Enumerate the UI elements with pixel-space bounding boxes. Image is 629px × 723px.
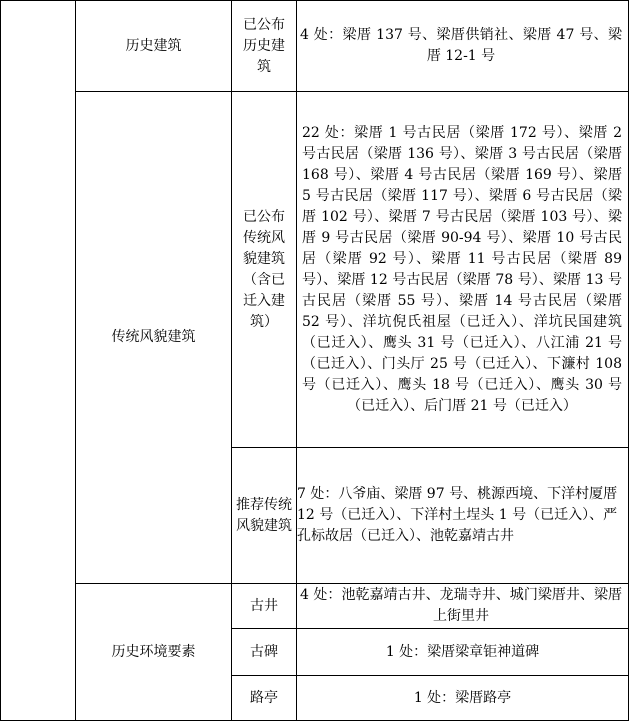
detail-recommended-traditional: 7 处：八爷庙、梁厝 97 号、桃源西境、下洋村厦厝 12 号（已迁入）、下洋村土埕头 1 号（已迁入）、严孔标故居（已迁入）、池乾嘉靖古井 xyxy=(297,486,618,544)
category-traditional-buildings: 传统风貌建筑 xyxy=(111,329,196,345)
detail-road-pavilions: 1 处：梁厝路亭 xyxy=(413,689,512,706)
detail-published-traditional: 22 处：梁厝 1 号古民居（梁厝 172 号）、梁厝 2 号古民居（梁厝 136 号）、梁厝 3 号古民居（梁厝 168 号）、梁厝 4 号古民居（梁厝 169 号）、梁厝 5 号古民居（梁厝 117 号）、梁厝 6 号古民居（梁厝 102 号）、梁厝 7 号古民居（梁厝 103 号）、梁厝 9 号古民居（梁厝 90-94 号）、梁厝 10 号古民居（梁厝 92 号）、梁厝 11 号古民居（梁厝 89 号）、梁厝 12 号古民居（梁厝 78 号）、梁厝 13 号古民居（梁厝 55 号）、梁厝 14 号古民居（梁厝 52 号）、洋坑倪氏祖屋（已迁入）、洋坑民国建筑（已迁入）、鹰头 31 号（已迁入）、八江浦 21 号（已迁入）、门头厅 25 号（已迁入）、下濂村 108 号（已迁入）、鹰头 18 号（已迁入）、鹰头 30 号（已迁入）、后门厝 21 号（已迁入） xyxy=(302,124,622,414)
detail-historic-buildings: 4 处：梁厝 137 号、梁厝供销社、梁厝 47 号、梁厝 12-1 号 xyxy=(300,27,622,64)
detail-ancient-steles: 1 处：梁厝梁章钜神道碑 xyxy=(385,643,540,660)
col-divider xyxy=(296,0,297,721)
subcategory-road-pavilions: 路亭 xyxy=(250,689,278,706)
col-divider xyxy=(0,0,1,721)
subcategory-ancient-steles: 古碑 xyxy=(250,643,278,660)
subcategory-published-traditional: 已公布传统风貌建筑（含已迁入建筑） xyxy=(243,208,285,330)
subcategory-published-historic: 已公布历史建筑 xyxy=(243,16,285,75)
category-historic-buildings: 历史建筑 xyxy=(125,37,182,54)
category-environment-elements: 历史环境要素 xyxy=(111,643,196,660)
table-border-bottom xyxy=(0,720,629,721)
subcategory-ancient-wells: 古井 xyxy=(250,597,278,614)
detail-ancient-wells: 4 处：池乾嘉靖古井、龙瑞寺井、城门梁厝井、梁厝上街里井 xyxy=(300,587,622,624)
subcategory-recommended-traditional: 推荐传统风貌建筑 xyxy=(236,496,292,534)
